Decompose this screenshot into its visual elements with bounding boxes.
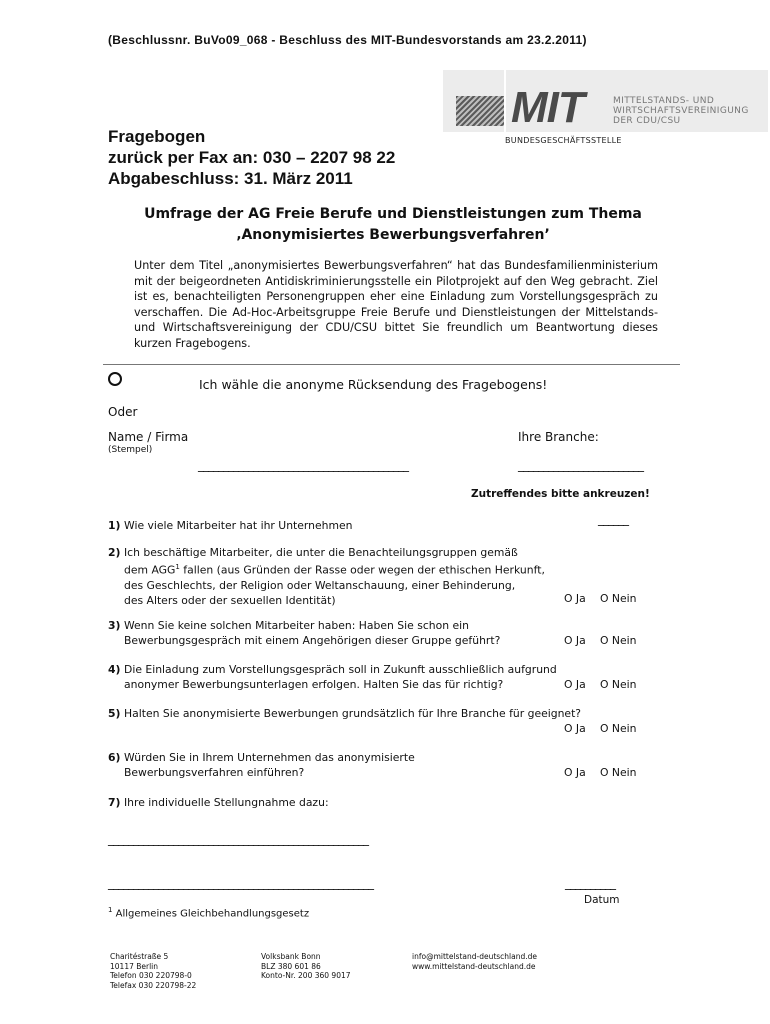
answer-no-option[interactable]: O Nein — [600, 678, 637, 692]
question-line: des Geschlechts, der Religion oder Weltanschauung, einer Behinderung, — [124, 579, 516, 593]
name-company-label: Name / Firma — [108, 430, 189, 444]
name-field[interactable]: __________________________________________ — [198, 458, 408, 472]
footer-bank — [261, 952, 351, 981]
question-text: Wie viele Mitarbeiter hat ihr Unternehmen — [124, 519, 353, 532]
question-text — [124, 545, 564, 609]
question-line: des Alters oder der sexuellen Identität) — [124, 594, 336, 608]
question-number: 5) — [108, 707, 121, 720]
statement-field-2[interactable]: _____________________________________________________ — [108, 876, 373, 890]
logo-org-line-3: DER CDU/CSU — [613, 116, 681, 126]
footer-website-link[interactable]: www.mittelstand-deutschland.de — [412, 961, 536, 971]
question-line: Bewerbungsverfahren einführen? — [124, 766, 305, 780]
logo-wordmark: MIT — [511, 83, 584, 132]
answer-no-option[interactable]: O Nein — [600, 634, 637, 648]
statement-field-1[interactable]: ____________________________________________________ — [108, 832, 368, 846]
question-text: Ihre individuelle Stellungnahme dazu: — [124, 796, 329, 809]
intro-paragraph: Unter dem Titel „anonymisiertes Bewerbungsverfahren“ hat das Bundesfamilienministerium mit der beigeordneten Antidiskriminierungsstelle ein Pilotprojekt auf den Weg gebracht. Ziel ist es, benachteiligten Personengruppen eher eine Einladung zum Vorstellungsgespräch zu verschaffen. Die Ad-Hoc-Arbeitsgruppe Freie Berufe und Dienstleistungen der Mittelstands- und Wirtschaftsvereinigung der CDU/CSU bittet Sie freundlich um Beantwortung dieses kurzen Fragebogens. — [134, 259, 658, 350]
anonymous-option-radio[interactable] — [108, 372, 122, 386]
answer-no-option[interactable]: O Nein — [600, 766, 637, 780]
question-number: 1) — [108, 519, 121, 532]
form-info-title: Fragebogen — [108, 127, 206, 146]
footer-bank-line: Volksbank Bonn — [261, 952, 321, 961]
footnote — [108, 906, 309, 919]
form-info-fax: zurück per Fax an: 030 – 2207 98 22 — [108, 148, 396, 167]
answer-yes-option[interactable]: O Ja — [564, 591, 586, 605]
logo-divider — [504, 70, 506, 132]
footer-address-line: Charitéstraße 5 — [110, 952, 169, 961]
footer-address-line: 10117 Berlin — [110, 961, 159, 971]
question-text — [124, 618, 564, 649]
stamp-label: (Stempel) — [108, 445, 153, 455]
answer-yes-option[interactable]: O Ja — [564, 766, 586, 780]
answer-yes-option[interactable]: O Ja — [564, 722, 586, 736]
instruction-text: Zutreffendes bitte ankreuzen! — [471, 488, 650, 500]
question-line: Ich beschäftige Mitarbeiter, die unter die Benachteilungsgruppen gemäß — [124, 546, 518, 559]
question-line-part: dem AGG — [124, 563, 176, 577]
question-number: 2) — [108, 546, 121, 559]
logo-org-line-1: MITTELSTANDS- UND — [613, 96, 715, 106]
answer-no-option[interactable]: O Nein — [600, 591, 637, 605]
question-number: 7) — [108, 796, 121, 809]
survey-title-line-1: Umfrage der AG Freie Berufe und Dienstleistungen zum Thema — [144, 206, 642, 222]
footnote-number: 1 — [108, 906, 113, 914]
footer-bank-line: BLZ 380 601 86 — [261, 961, 321, 971]
office-label: BUNDESGESCHÄFTSSTELLE — [505, 136, 622, 145]
decision-reference: (Beschlussnr. BuVo09_068 - Beschluss des MIT-Bundesvorstands am 23.2.2011) — [108, 33, 587, 47]
footer-phone: Telefon 030 220798-0 — [110, 971, 192, 980]
survey-title — [108, 204, 678, 246]
question-line: Wenn Sie keine solchen Mitarbeiter haben: Haben Sie schon ein — [124, 619, 470, 632]
question-text — [124, 750, 564, 781]
form-info-deadline: Abgabeschluss: 31. März 2011 — [108, 169, 353, 188]
form-info — [108, 126, 395, 189]
answer-no-option[interactable]: O Nein — [600, 722, 637, 736]
footer-web — [412, 952, 537, 971]
mit-logo — [443, 70, 768, 132]
question-number: 4) — [108, 663, 121, 676]
employee-count-field[interactable]: ______ — [598, 512, 628, 526]
logo-org-text — [613, 96, 749, 126]
question-line: Würden Sie in Ihrem Unternehmen das anonymisierte — [124, 751, 415, 764]
question-line — [124, 560, 564, 578]
divider-line — [103, 364, 680, 365]
answer-yes-option[interactable]: O Ja — [564, 678, 586, 692]
question-line: Bewerbungsgespräch mit einem Angehörigen dieser Gruppe geführt? — [124, 634, 501, 648]
answer-yes-option[interactable]: O Ja — [564, 634, 586, 648]
footnote-mark: 1 — [175, 563, 180, 572]
survey-title-line-2: ‚Anonymisiertes Bewerbungsverfahren’ — [236, 227, 550, 243]
date-field[interactable]: __________ — [565, 876, 615, 890]
branch-label: Ihre Branche: — [518, 430, 599, 444]
footer-bank-line: Konto-Nr. 200 360 9017 — [261, 971, 351, 980]
question-text — [124, 662, 574, 693]
question-line: Die Einladung zum Vorstellungsgespräch soll in Zukunft ausschließlich aufgrund — [124, 663, 557, 676]
question-text: Halten Sie anonymisierte Bewerbungen grundsätzlich für Ihre Branche für geeignet? — [124, 707, 582, 720]
footer-fax: Telefax 030 220798-22 — [110, 980, 197, 990]
question-number: 6) — [108, 751, 121, 764]
footnote-text: Allgemeines Gleichbehandlungsgesetz — [112, 908, 310, 920]
question-number: 3) — [108, 619, 121, 632]
question-line-part: fallen (aus Gründen der Rasse oder wegen der ethischen Herkunft, — [179, 563, 545, 577]
branch-field[interactable]: _________________________ — [518, 458, 643, 472]
date-label: Datum — [584, 894, 620, 906]
question-line: anonymer Bewerbungsunterlagen erfolgen. Halten Sie das für richtig? — [124, 678, 504, 692]
anonymous-option-label: Ich wähle die anonyme Rücksendung des Fragebogens! — [199, 377, 548, 392]
or-label: Oder — [108, 405, 138, 419]
footer-address — [110, 952, 196, 990]
footer-email-link[interactable]: info@mittelstand-deutschland.de — [412, 952, 538, 961]
logo-org-line-2: WIRTSCHAFTSVEREINIGUNG — [613, 106, 749, 116]
logo-hatch-mark — [456, 96, 504, 126]
